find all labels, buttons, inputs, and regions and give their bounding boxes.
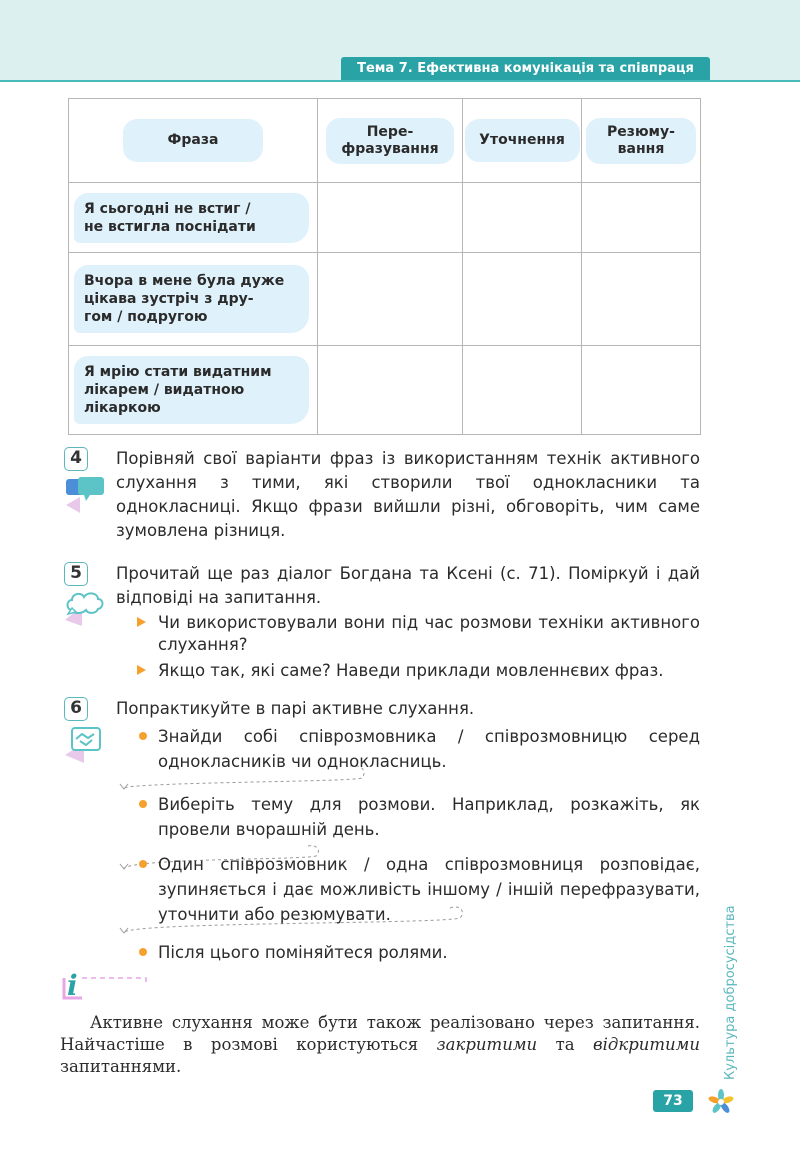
list-item-text: Один співрозмовник / одна співрозмовниця розповідає, зупиняється і дає можливість іншому / іншій перефразувати, уточнити або резюмувати. [158,855,700,924]
empty-cell [463,253,582,346]
list-item [74,660,700,682]
bullet-dot-icon [139,948,147,956]
task-4-text: Порівняй свої варіанти фраз із використанням технік активного слухання з тими, які створили твої однокласники та однокласниці. Якщо фрази вийшли різні, обговоріть, чим саме зумовлена різниця. [116,449,700,540]
header-clarification: Уточнення [465,119,580,162]
phrase-text: Вчора в мене була дуже цікава зустріч з дру- гом / подругою [74,265,309,333]
table-row [69,346,701,435]
info-icon [60,970,160,1002]
bullet-arrow-icon [137,665,146,675]
list-item [74,792,700,842]
bullet-arrow-icon [137,617,146,627]
info-icon-letter: i [67,970,78,1002]
empty-cell [318,253,463,346]
empty-cell [582,183,701,253]
header-cell [582,99,701,183]
empty-cell [582,253,701,346]
header-cell [318,99,463,183]
phrase-cell [69,253,318,346]
task-number: 5 [64,562,88,586]
topic-title: Тема 7. Ефективна комунікація та співпраця [341,57,710,80]
list-item [74,852,700,927]
empty-cell [463,183,582,253]
info-text-mid: та [537,1035,594,1054]
bullet-dot-icon [139,800,147,808]
list-item-text: Знайди собі співрозмовника / співрозмовницю серед однокласників чи однокласниць. [158,727,700,771]
phrase-text: Я сьогодні не встиг / не встигла поснідати [74,193,309,243]
bullet-dot-icon [139,732,147,740]
header-cell [463,99,582,183]
task-6-text: Попрактикуйте в парі активне слухання. [116,699,475,718]
empty-cell [582,346,701,435]
task-number: 6 [64,697,88,721]
empty-cell [318,346,463,435]
sidebar-section-label: Культура добросусідства [723,905,738,1080]
empty-cell [463,346,582,435]
phrase-cell [69,183,318,253]
empty-cell [318,183,463,253]
flower-icon [708,1089,734,1115]
header-cell [69,99,318,183]
task-number: 4 [64,447,88,471]
bullet-dot-icon [139,860,147,868]
list-item-text: Якщо так, які саме? Наведи приклади мовленнєвих фраз. [158,661,664,680]
header-summary: Резюму- вання [586,118,696,164]
info-em-closed: закритими [436,1035,538,1054]
list-item [74,612,700,656]
page-number: 73 [653,1090,693,1112]
task-4 [60,447,700,547]
table-row [69,183,701,253]
info-paragraph [60,1012,700,1078]
info-em-open: відкритими [593,1035,700,1054]
info-text-start: Активне слухання може бути також реалізовано через запитання. Найчастіше в розмові користуються [60,1013,700,1054]
table-row [69,253,701,346]
list-item [74,940,700,965]
phrase-text: Я мрію стати видатним лікарем / видатною лікаркою [74,356,309,424]
table-header-row [69,99,701,183]
chat-bubbles-icon [62,475,112,515]
info-text-end: запитаннями. [60,1057,182,1076]
header-rephrasing: Пере- фразування [326,118,454,164]
header-phrase: Фраза [123,119,263,162]
task-5-text: Прочитай ще раз діалог Богдана та Ксені (с. 71). Поміркуй і дай відповіді на запитання. [116,564,700,607]
phrases-table [68,98,701,435]
phrase-cell [69,346,318,435]
list-item [74,724,700,774]
list-item-text: Чи використовували вони під час розмови техніки активного слухання? [158,613,700,654]
list-item-text: Виберіть тему для розмови. Наприклад, розкажіть, як провели вчорашній день. [158,795,700,839]
list-item-text: Після цього поміняйтеся ролями. [158,943,448,962]
